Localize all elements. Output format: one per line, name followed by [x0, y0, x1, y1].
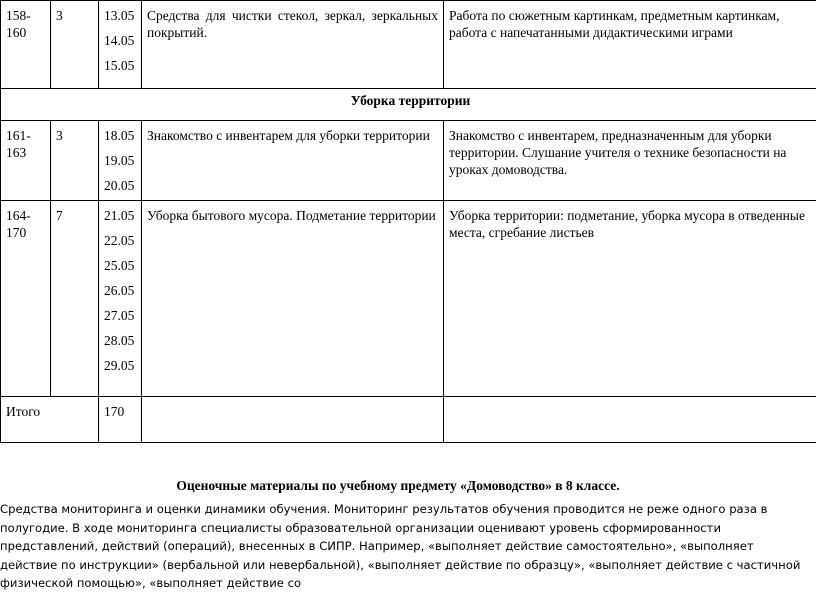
- section-title: Уборка территории: [1, 89, 816, 121]
- lesson-activity: Работа по сюжетным картинкам, предметным картинкам, работа с напечатанными дидактическими играми: [444, 1, 816, 89]
- date: 28.05: [104, 332, 136, 349]
- table-row: [1, 201, 816, 397]
- table-row: [1, 1, 816, 89]
- lesson-number: 158-160: [1, 1, 51, 89]
- date: 15.05: [104, 57, 136, 74]
- lesson-topic: Знакомство с инвентарем для уборки территории: [142, 121, 444, 201]
- date: 14.05: [104, 32, 136, 49]
- date: 21.05: [104, 207, 136, 224]
- lesson-activity: Знакомство с инвентарем, предназначенным для уборки территории. Слушание учителя о технике безопасности на уроках домоводства.: [444, 121, 816, 201]
- date: 20.05: [104, 177, 136, 194]
- lesson-hours: 3: [51, 1, 99, 89]
- lesson-dates: [99, 121, 142, 201]
- lesson-hours: 7: [51, 201, 99, 397]
- section-row: [1, 89, 816, 121]
- date: 19.05: [104, 152, 136, 169]
- date: 22.05: [104, 232, 136, 249]
- lesson-dates: [99, 201, 142, 397]
- date: 29.05: [104, 357, 136, 374]
- lesson-number: 164-170: [1, 201, 51, 397]
- lesson-topic: Средства для чистки стекол, зеркал, зеркальных покрытий.: [142, 1, 444, 89]
- date: 26.05: [104, 282, 136, 299]
- total-empty-cell: [142, 397, 444, 443]
- date: 18.05: [104, 127, 136, 144]
- body-paragraph: Средства мониторинга и оценки динамики обучения. Мониторинг результатов обучения проводится не реже одного раза в полугодие. В ходе мониторинга специалисты образовательной организации оценивают уровень сформированности представлений, действий (операций), внесенных в СИПР. Например, «выполняет действие самостоятельно», «выполняет действие по инструкции» (вербальной или невербальной), «выполняет действие по образцу», «выполняет действие с частичной физической помощью», «выполняет действие со: [0, 500, 812, 593]
- lesson-dates: [99, 1, 142, 89]
- date: 25.05: [104, 257, 136, 274]
- total-row: [1, 397, 816, 443]
- lesson-activity: Уборка территории: подметание, уборка мусора в отведенные места, сгребание листьев: [444, 201, 816, 397]
- date: 13.05: [104, 7, 136, 24]
- section-heading: Оценочные материалы по учебному предмету «Домоводство» в 8 классе.: [0, 478, 796, 494]
- table-row: [1, 121, 816, 201]
- total-value: 170: [99, 397, 142, 443]
- lesson-number: 161-163: [1, 121, 51, 201]
- total-empty-cell: [444, 397, 816, 443]
- lesson-topic: Уборка бытового мусора. Подметание территории: [142, 201, 444, 397]
- date: 27.05: [104, 307, 136, 324]
- total-label: Итого: [1, 397, 99, 443]
- lesson-hours: 3: [51, 121, 99, 201]
